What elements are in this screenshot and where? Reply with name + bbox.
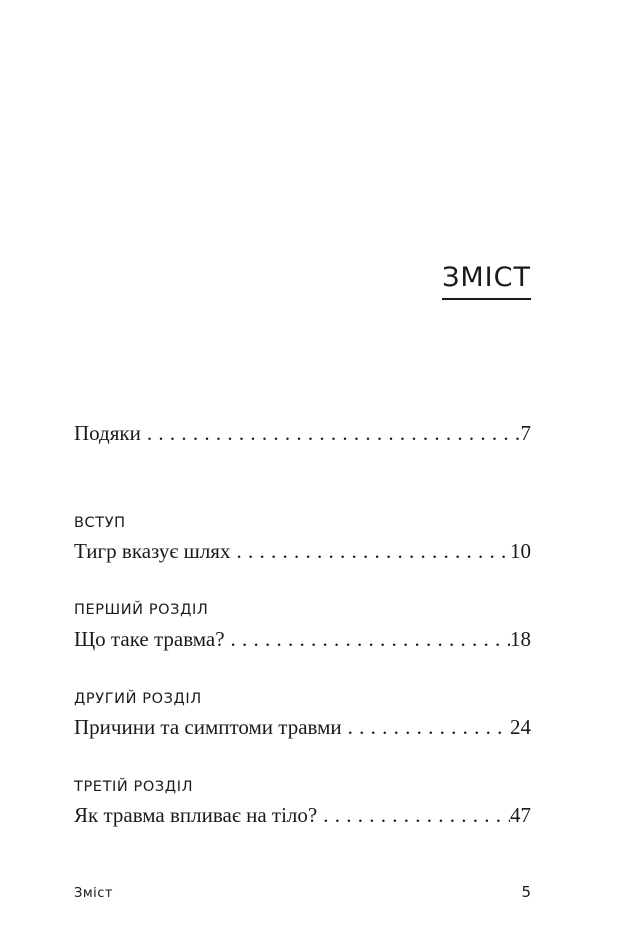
toc-entry-title: Причини та симптоми травми	[74, 715, 342, 739]
toc-entry-intro	[74, 538, 531, 564]
toc-entry-acknowledgements	[74, 420, 531, 446]
dot-leader	[225, 626, 510, 652]
page-number: 5	[521, 883, 531, 901]
toc-entry-chapter-1	[74, 626, 531, 652]
toc-entry-title: Що таке травма?	[74, 627, 225, 651]
toc-entry-page: 10	[510, 539, 531, 563]
title-block	[442, 262, 531, 300]
section-label-chapter-2: ДРУГИЙ РОЗДІЛ	[74, 691, 202, 707]
toc-entry-title: Як травма впливає на тіло?	[74, 803, 318, 827]
dot-leader	[317, 802, 510, 828]
toc-entry-title: Подяки	[74, 421, 141, 445]
section-label-chapter-3: ТРЕТІЙ РОЗДІЛ	[74, 779, 194, 795]
dot-leader	[342, 714, 510, 740]
toc-entry-page: 7	[520, 421, 531, 445]
toc-entry-chapter-3	[74, 802, 531, 828]
section-label-intro: ВСТУП	[74, 515, 126, 531]
page-title: ЗМІСТ	[442, 262, 531, 300]
toc-entry-page: 18	[510, 627, 531, 651]
running-footer-title: Зміст	[74, 886, 113, 901]
toc-entry-page: 47	[510, 803, 531, 827]
toc-entry-chapter-2	[74, 714, 531, 740]
section-label-chapter-1: ПЕРШИЙ РОЗДІЛ	[74, 602, 209, 618]
toc-entry-title: Тигр вказує шлях	[74, 539, 231, 563]
toc-entry-page: 24	[510, 715, 531, 739]
dot-leader	[141, 420, 521, 446]
dot-leader	[230, 538, 510, 564]
